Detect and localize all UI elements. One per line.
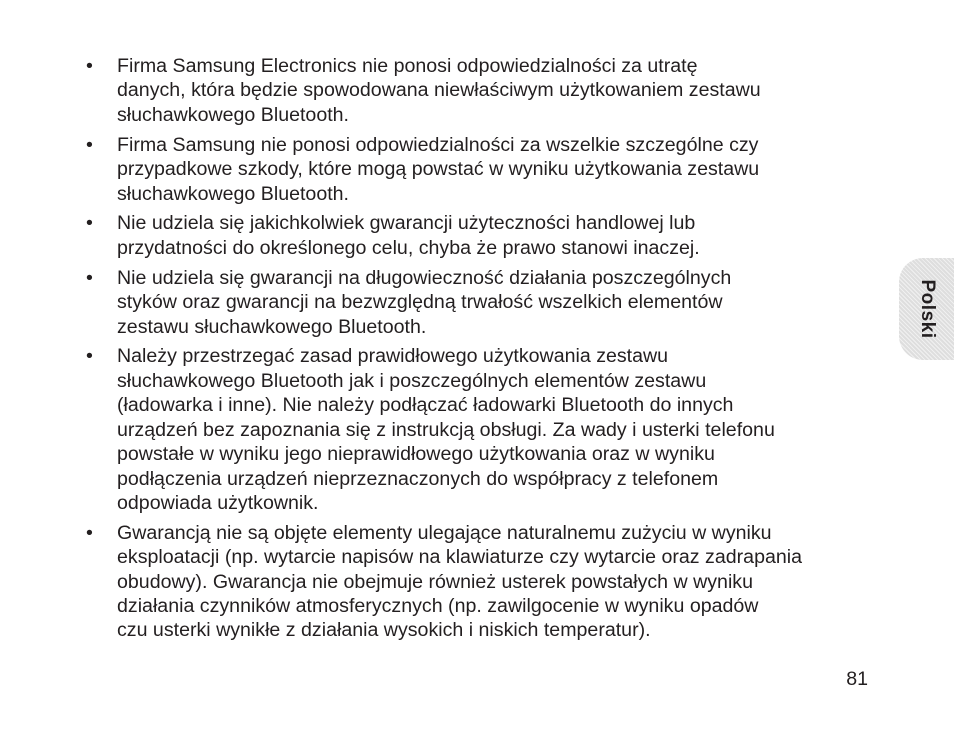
page-number: 81 xyxy=(846,668,868,690)
bullet-icon: • xyxy=(86,521,93,544)
language-tab-label: Polski xyxy=(916,279,938,339)
bullet-icon: • xyxy=(86,266,93,289)
list-item-text: Gwarancją nie są objęte elementy ulegające naturalnemu zużyciu w wyniku eksploatacji (np. wytarcie napisów na klawiaturze czy wytarcie oraz zadrapania obudowy). Gwarancja nie obejmuje również usterek powstałych w wyniku działania czynników atmosferycznych (np. zawilgocenie w wyniku opadów czu usterki wynikłe z działania wysokich i niskich temperatur). xyxy=(117,521,803,642)
list-item xyxy=(86,344,876,515)
bullet-icon: • xyxy=(86,212,93,235)
list-item-text: Firma Samsung nie ponosi odpowiedzialności za wszelkie szczególne czy przypadkowe szkody, które mogą powstać w wyniku użytkowania zestawu słuchawkowego Bluetooth. xyxy=(117,133,760,205)
language-tab xyxy=(899,258,954,360)
list-item xyxy=(86,521,876,643)
list-item xyxy=(86,266,876,339)
list-item-text: Nie udziela się gwarancji na długowieczność działania poszczególnych styków oraz gwarancji na bezwzględną trwałość wszelkich elementów zestawu słuchawkowego Bluetooth. xyxy=(117,266,732,338)
bullet-icon: • xyxy=(86,345,93,368)
bullet-icon: • xyxy=(86,55,93,77)
list-item-text: Nie udziela się jakichkolwiek gwarancji użyteczności handlowej lub przydatności do określonego celu, chyba że prawo stanowi inaczej. xyxy=(117,212,700,259)
list-item xyxy=(86,133,876,206)
list-item xyxy=(86,211,876,260)
bullet-list xyxy=(86,54,876,643)
list-item xyxy=(86,54,876,127)
list-item-text: Firma Samsung Electronics nie ponosi odpowiedzialności za utratę danych, która będzie spowodowana niewłaściwym użytkowaniem zestawu słuchawkowego Bluetooth. xyxy=(117,55,761,126)
bullet-icon: • xyxy=(86,133,93,156)
document-body xyxy=(86,54,876,648)
list-item-text: Należy przestrzegać zasad prawidłowego użytkowania zestawu słuchawkowego Bluetooth jak i poszczególnych elementów zestawu (ładowarka i inne). Nie należy podłączać ładowarki Bluetooth do innych urządzeń bez zapoznania się z instrukcją obsługi. Za wady i usterki telefonu powstałe w wyniku jego nieprawidłowego użytkowania oraz w wyniku podłączenia urządzeń nieprzeznaczonych do współpracy z telefonem odpowiada użytkownik. xyxy=(117,345,775,514)
